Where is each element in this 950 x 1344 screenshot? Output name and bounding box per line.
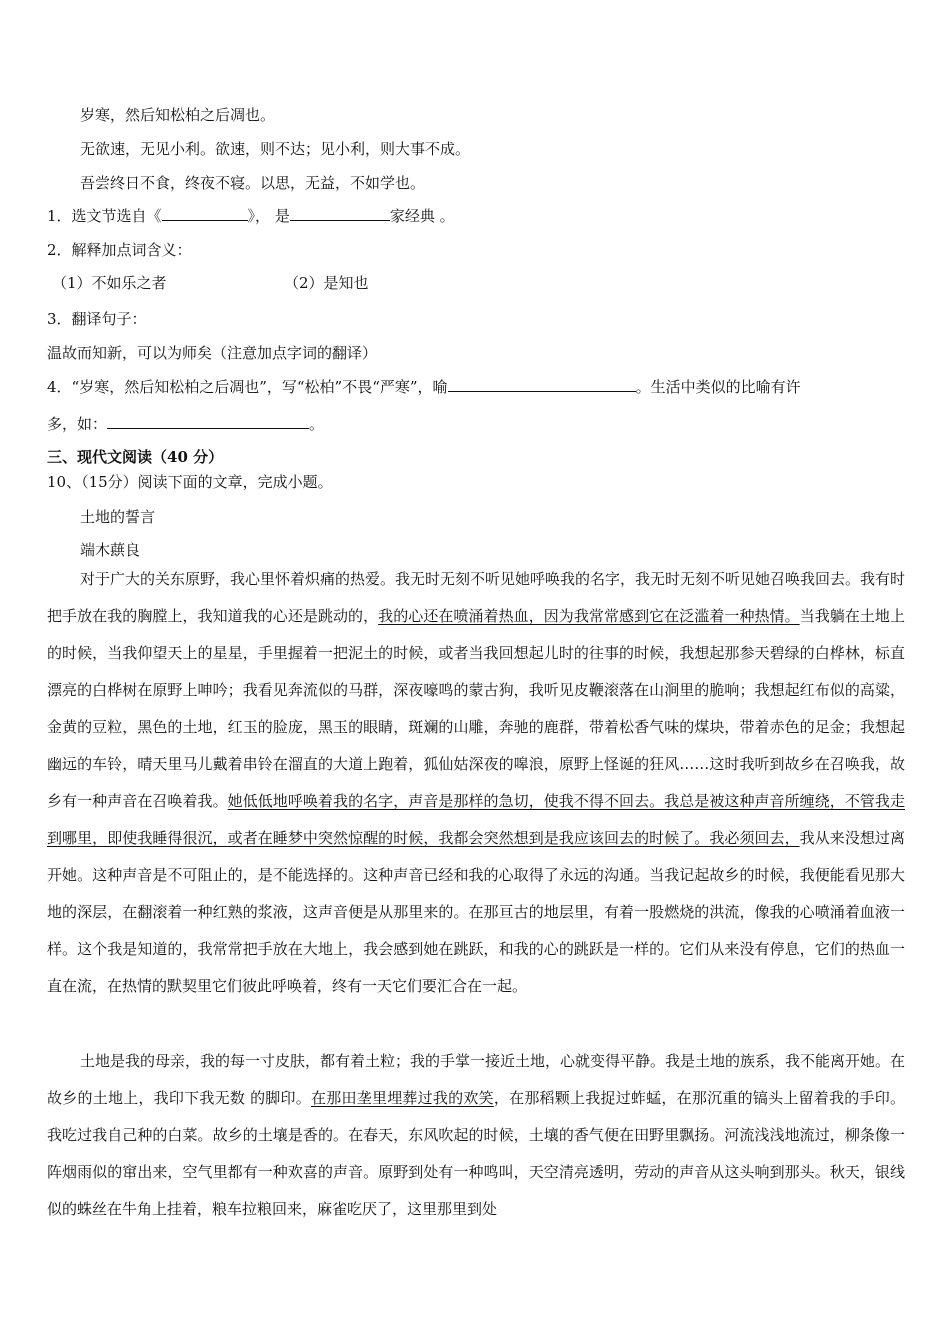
- answer-blank-book[interactable]: [162, 206, 248, 221]
- underlined-sentence-heart: 我的心还在喷涌着热血，因为我常常感到它在泛滥着一种热情。: [378, 607, 800, 625]
- question-1-text-b: 》， 是: [247, 207, 290, 225]
- paragraph-1-text-b: 当我躺在土地上的时候，当我仰望天上的星星，手里握着一把泥土的时候，或者当我回想起儿时的往事的时候，我想起那参天碧绿的白桦林，标直漂亮的白桦树在原野上呻吟；我看见奔流似的马群，深夜嚎鸣的蒙古狗，我听见皮鞭滚落在山涧里的脆响；我想起红布似的高粱，金黄的豆粒，黑色的土地，红玉的脸庞，黑玉的眼睛，斑斓的山雕，奔驰的鹿群，带着松香气味的煤块，带着赤色的足金；我想起幽远的车铃，晴天里马儿戴着串铃在溜直的大道上跑着，狐仙姑深夜的嗥浪，原野上怪诞的狂风……这时我听到故乡在召唤我，故乡有一种声音在召唤着我。: [47, 607, 905, 810]
- question-1: [47, 205, 455, 226]
- answer-blank-metaphor[interactable]: [448, 377, 636, 392]
- paragraph-2-text-a: 土地是我的母亲，我的每一寸皮肤，都有着土粒；我的手掌一接近土地，心就变得平静。我是土地的族系，我不能离开她。在故乡的土地上，我印下我无数 的脚印。: [47, 1052, 906, 1107]
- question-1-text-a: 1．选文节选自《: [47, 207, 162, 225]
- paragraph-2-text-b: ，在那稻颗上我捉过蚱蜢，在那沉重的镐头上留着我的手印。我吃过我自己种的白菜。故乡的土壤是香的。在春天，东风吹起的时候，土壤的香气便在田野里飘扬。河流浅浅地流过，柳条像一阵烟雨似的窜出来，空气里都有一种欢喜的声音。原野到处有一种鸣叫，天空清亮透明，劳动的声音从这头响到那头。秋天，银线似的蛛丝在牛角上挂着，粮车拉粮回来，麻雀吃厌了，这里那里到处: [47, 1089, 905, 1218]
- question-3: 3．翻译句子：: [47, 310, 147, 328]
- article-title: 土地的誓言: [80, 508, 156, 526]
- question-10-instruction: 10、（15分）阅读下面的文章，完成小题。: [47, 473, 333, 491]
- classical-line-3: 吾尝终日不食，终夜不寝。以思，无益，不如学也。: [80, 174, 426, 192]
- classical-line-1: 岁寒，然后知松柏之后凋也。: [80, 106, 276, 124]
- underlined-sentence-laughter: 在那田垄里埋葬过我的欢笑: [311, 1089, 494, 1107]
- question-4-text-c: 多，如：: [47, 415, 108, 433]
- article-paragraph-1: [47, 561, 905, 1005]
- question-1-text-c: 家经典 。: [389, 207, 455, 225]
- question-4-text-a: 4．“岁寒，然后知松柏之后凋也”，写“松柏”不畏“严寒”，喻: [47, 378, 448, 396]
- classical-line-2: 无欲速，无见小利。欲速，则不达；见小利，则大事不成。: [80, 140, 471, 158]
- article-author: 端木蕻良: [80, 541, 141, 559]
- underlined-sentence-calling: 她低低地呼唤着我的名字，声音是那样的急切，使我不得不回去。我总是被这种声音所缠绕，不管我走到哪里，即使我睡得很沉，或者在睡梦中突然惊醒的时候，我都会突然想到是我应该回去的时候了。我必须回去，: [47, 792, 905, 847]
- answer-blank-example[interactable]: [107, 414, 309, 429]
- question-2-item-2: （2）是知也: [284, 274, 369, 292]
- question-2: 2．解释加点词含义：: [47, 241, 192, 259]
- question-4-line-1: [47, 376, 801, 397]
- article-paragraph-2: [47, 1043, 905, 1228]
- question-3-sentence: 温故而知新，可以为师矣（注意加点字词的翻译）: [47, 344, 378, 362]
- section-heading: 三、现代文阅读（40 分）: [47, 448, 224, 466]
- paragraph-1-text-a: 对于广大的关东原野，我心里怀着炽痛的热爱。我无时无刻不听见她呼唤我的名字，我无时无刻不听见她召唤我回去。我有时把手放在我的胸膛上，我知道我的心还是跳动的，: [47, 570, 906, 625]
- question-4-text-d: 。: [309, 415, 325, 433]
- question-4-line-2: [47, 413, 324, 434]
- answer-blank-school[interactable]: [290, 206, 390, 221]
- question-2-item-1: （1）不如乐之者: [52, 274, 167, 292]
- question-4-text-b: 。生活中类似的比喻有许: [635, 378, 801, 396]
- paragraph-1-text-c: 我从来没想过离开她。这种声音是不可阻止的，是不能选择的。这种声音已经和我的心取得了永远的沟通。当我记起故乡的时候，我便能看见那大地的深层，在翻滚着一种红熟的浆液，这声音便是从那里来的。在那亘古的地层里，有着一股燃烧的洪流，像我的心喷涌着血液一样。这个我是知道的，我常常把手放在大地上，我会感到她在跳跃，和我的心的跳跃是一样的。它们从来没有停息，它们的热血一直在流，在热情的默契里它们彼此呼唤着，终有一天它们要汇合在一起。: [47, 829, 905, 995]
